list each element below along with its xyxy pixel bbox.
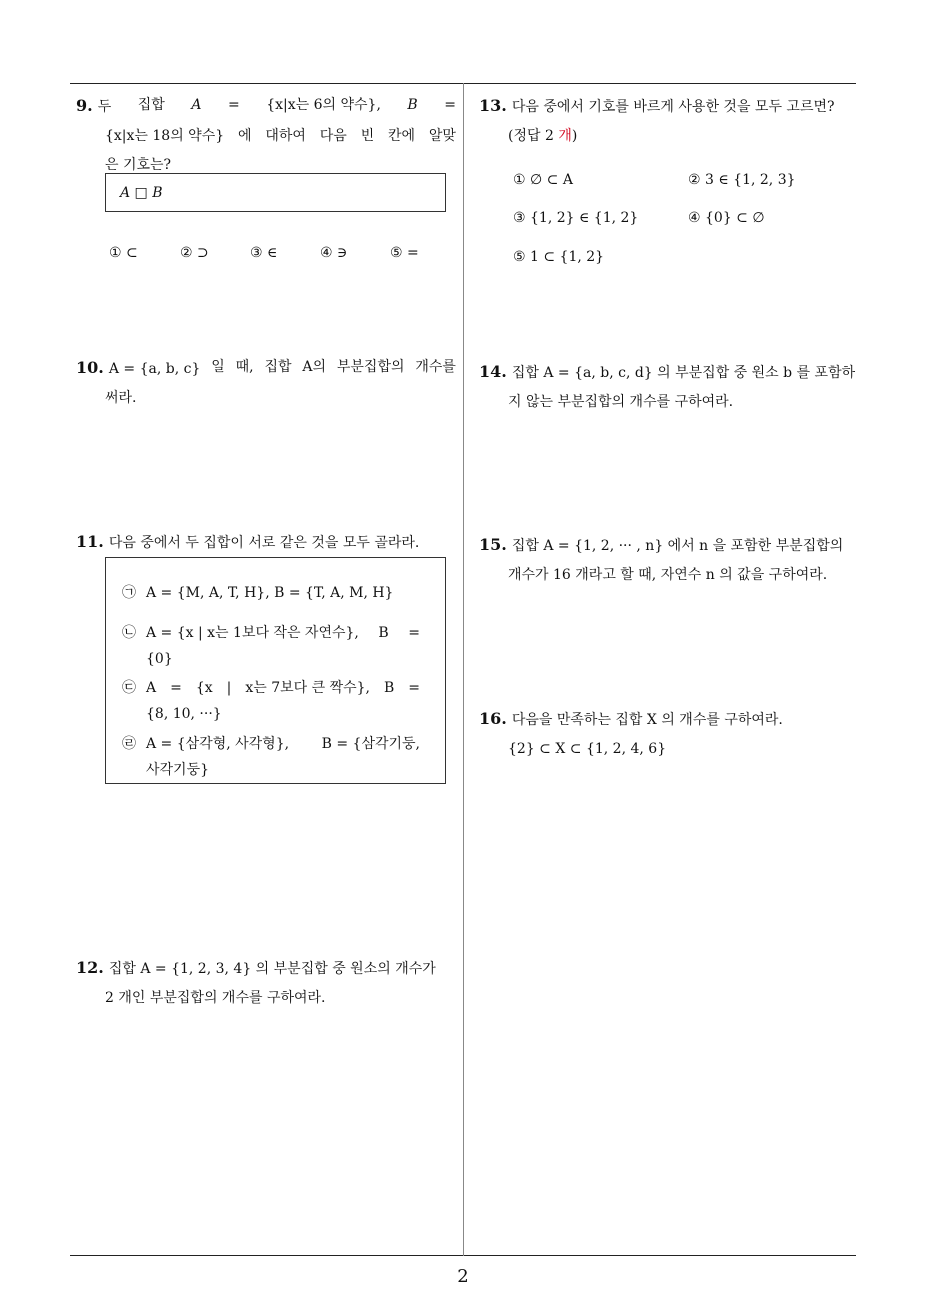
question-9: [76, 91, 456, 180]
q14-line1: 집합 A = {a, b, c, d} 의 부분집합 중 원소 b 를 포함하: [511, 365, 856, 381]
q16-line2: {2} ⊂ X ⊂ {1, 2, 4, 6}: [508, 741, 667, 757]
q13-choice-3[interactable]: ③ {1, 2} ∈ {1, 2}: [513, 210, 639, 226]
question-14: [479, 357, 864, 417]
question-13: [479, 91, 864, 151]
q11-item-1-mark: ㉠: [122, 585, 136, 601]
q13-choice-5[interactable]: ⑤ 1 ⊂ {1, 2}: [513, 249, 605, 265]
q11-item-1: ㉠ A = {M, A, T, H}, B = {T, A, M, H}: [122, 580, 422, 606]
q9-line1: 9. 두 집합 A = {x|x는 6의 약수}, B =: [76, 96, 456, 115]
q13-choice-2[interactable]: ② 3 ∈ {1, 2, 3}: [688, 172, 796, 188]
question-16: [479, 704, 864, 764]
q9-choice-5[interactable]: ⑤ =: [390, 245, 419, 261]
q12-line2: 2 개인 부분집합의 개수를 구하여라.: [105, 990, 326, 1006]
q13-number: 13.: [479, 96, 507, 115]
q9-line3: 은 기호는?: [105, 157, 172, 173]
question-15: [479, 530, 864, 590]
q11-item-3-mark: ㉢: [122, 680, 136, 696]
q11-item-4-mark: ㉣: [122, 736, 136, 752]
q14-number: 14.: [479, 362, 507, 381]
q9-answer-box: [105, 173, 446, 212]
page-number: 2: [457, 1266, 469, 1287]
q11-item-2-mark: ㉡: [122, 625, 136, 641]
q11-item-3: ㉢ A = {x | x는 7보다 큰 짝수}, B = {8, 10, ···}: [122, 675, 420, 727]
q9-choice-4[interactable]: ④ ∋: [320, 245, 348, 261]
q12-number: 12.: [76, 958, 104, 977]
q13-line1: 다음 중에서 기호를 바르게 사용한 것을 모두 고르면?: [511, 99, 835, 115]
q9-choice-2[interactable]: ② ⊃: [180, 245, 209, 261]
question-11: [76, 527, 456, 558]
q13-choice-4[interactable]: ④ {0} ⊂ ∅: [688, 210, 765, 226]
q10-line1: 10. A = {a, b, c} 일 때, 집합 A의 부분집합의 개수를: [76, 358, 456, 377]
q15-line1: 집합 A = {1, 2, ··· , n} 에서 n 을 포함한 부분집합의: [511, 538, 844, 554]
q10-number: 10.: [76, 358, 104, 377]
q15-number: 15.: [479, 535, 507, 554]
q13-red-text: 개: [558, 128, 572, 144]
q11-line1: 다음 중에서 두 집합이 서로 같은 것을 모두 골라라.: [108, 535, 420, 551]
q9-number: 9.: [76, 96, 93, 115]
q13-line2: (정답 2 개): [508, 128, 578, 144]
q14-line2: 지 않는 부분집합의 개수를 구하여라.: [508, 394, 734, 410]
q13-choice-1[interactable]: ① ∅ ⊂ A: [513, 172, 573, 188]
q12-line1: 집합 A = {1, 2, 3, 4} 의 부분집합 중 원소의 개수가: [108, 961, 436, 977]
q16-number: 16.: [479, 709, 507, 728]
q9-line2: {x|x는 18의 약수} 에 대하여 다음 빈 칸에 알맞: [105, 128, 456, 144]
q11-number: 11.: [76, 532, 104, 551]
q15-line2: 개수가 16 개라고 할 때, 자연수 n 의 값을 구하여라.: [508, 567, 828, 583]
column-divider: [463, 83, 464, 1256]
q11-item-4: ㉣ A = {삼각형, 사각형}, B = {삼각기둥, 사각기둥}: [122, 731, 420, 783]
q16-line1: 다음을 만족하는 집합 X 의 개수를 구하여라.: [511, 712, 783, 728]
question-10: [76, 353, 456, 413]
q9-box-text: A □ B: [120, 185, 163, 201]
q10-line2: 써라.: [105, 390, 137, 406]
q9-choice-3[interactable]: ③ ∈: [250, 245, 278, 261]
q11-item-2: ㉡ A = {x | x는 1보다 작은 자연수}, B = {0}: [122, 620, 420, 672]
q9-choice-1[interactable]: ① ⊂: [109, 245, 138, 261]
question-12: [76, 953, 461, 1013]
